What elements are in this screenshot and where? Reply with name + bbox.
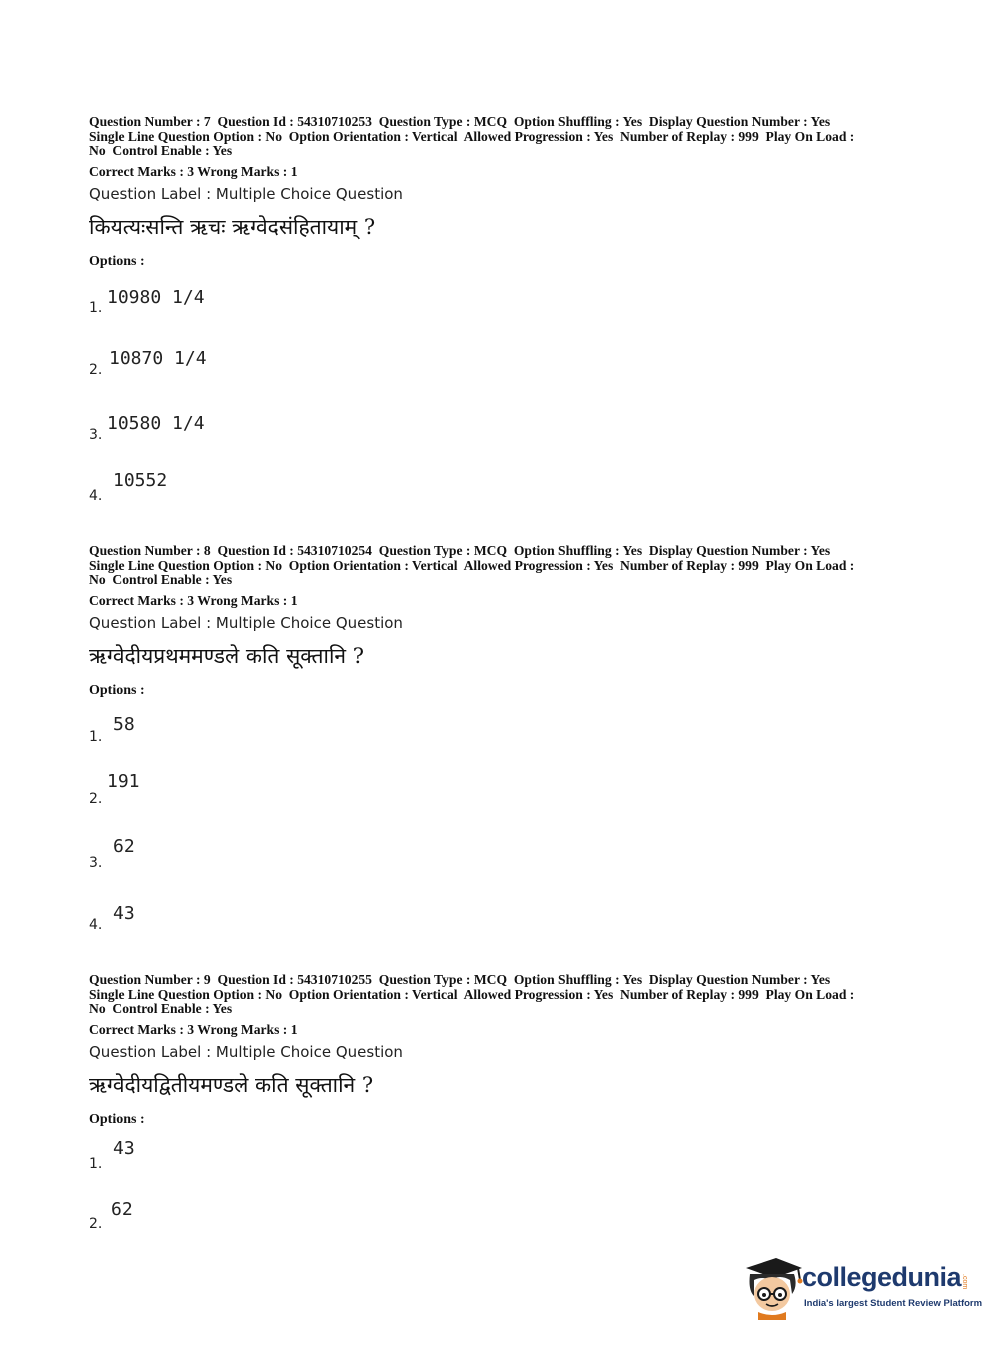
- option-number: 2.: [89, 361, 103, 378]
- collegedunia-logo: [742, 1250, 983, 1320]
- option-value: 10580 1/4: [107, 412, 205, 434]
- option-item[interactable]: [89, 707, 929, 769]
- options-label: Options :: [89, 1111, 145, 1127]
- option-number: 1.: [89, 299, 103, 316]
- option-number: 4.: [89, 916, 103, 933]
- options-list: [89, 1136, 929, 1260]
- option-item[interactable]: [89, 769, 929, 831]
- brand-name: collegedunia: [802, 1262, 962, 1292]
- option-value: 62: [111, 1198, 133, 1220]
- options-list: [89, 707, 929, 955]
- question-meta: Question Number : 7 Question Id : 54310710253 Question Type : MCQ Option Shuffling : Yes Display Question Number : Yes Single Line Question Option : No Option Orientation : Vertical Allowed Progression : Yes Number of Replay : 999 Play On Load : No Control Enable : Yes: [89, 114, 855, 159]
- question-text: ऋग्वेदीयप्रथममण्डले कति सूक्तानि ?: [89, 643, 364, 668]
- question-label: Question Label : Multiple Choice Question: [89, 184, 403, 203]
- option-item[interactable]: [89, 893, 929, 955]
- option-value: 43: [113, 1137, 135, 1159]
- options-list: [89, 278, 929, 526]
- options-label: Options :: [89, 253, 145, 269]
- graduate-mascot-icon: [742, 1250, 804, 1320]
- brand-domain-suffix: .com: [961, 1274, 968, 1290]
- options-label: Options :: [89, 682, 145, 698]
- option-number: 2.: [89, 790, 103, 807]
- question-label: Question Label : Multiple Choice Question: [89, 1042, 403, 1061]
- option-number: 3.: [89, 854, 103, 871]
- option-value: 10870 1/4: [109, 347, 207, 369]
- question-marks: Correct Marks : 3 Wrong Marks : 1: [89, 163, 298, 179]
- question-text: कियत्यःसन्ति ऋचः ऋग्वेदसंहितायाम् ?: [89, 214, 376, 239]
- option-value: 191: [107, 770, 140, 792]
- option-item[interactable]: [89, 464, 929, 526]
- option-number: 1.: [89, 1155, 103, 1172]
- option-number: 4.: [89, 487, 103, 504]
- option-item[interactable]: [89, 278, 929, 340]
- option-item[interactable]: [89, 831, 929, 893]
- option-item[interactable]: [89, 402, 929, 464]
- question-meta: Question Number : 9 Question Id : 54310710255 Question Type : MCQ Option Shuffling : Yes Display Question Number : Yes Single Line Question Option : No Option Orientation : Vertical Allowed Progression : Yes Number of Replay : 999 Play On Load : No Control Enable : Yes: [89, 972, 855, 1017]
- question-marks: Correct Marks : 3 Wrong Marks : 1: [89, 1021, 298, 1037]
- question-block-8: [89, 544, 929, 955]
- option-number: 3.: [89, 426, 103, 443]
- question-text: ऋग्वेदीयद्वितीयमण्डले कति सूक्तानि ?: [89, 1072, 374, 1097]
- option-value: 10980 1/4: [107, 286, 205, 308]
- option-number: 1.: [89, 728, 103, 745]
- question-marks: Correct Marks : 3 Wrong Marks : 1: [89, 592, 298, 608]
- option-value: 43: [113, 902, 135, 924]
- option-number: 2.: [89, 1215, 103, 1232]
- question-label: Question Label : Multiple Choice Question: [89, 613, 403, 632]
- option-item[interactable]: [89, 340, 929, 402]
- question-meta: Question Number : 8 Question Id : 54310710254 Question Type : MCQ Option Shuffling : Yes Display Question Number : Yes Single Line Question Option : No Option Orientation : Vertical Allowed Progression : Yes Number of Replay : 999 Play On Load : No Control Enable : Yes: [89, 543, 855, 588]
- option-value: 10552: [113, 469, 168, 491]
- option-value: 62: [113, 835, 135, 857]
- option-value: 58: [113, 713, 135, 735]
- brand-tagline: India's largest Student Review Platform: [804, 1298, 983, 1309]
- question-block-7: [89, 115, 929, 526]
- question-block-9: [89, 973, 929, 1260]
- option-item[interactable]: [89, 1136, 929, 1198]
